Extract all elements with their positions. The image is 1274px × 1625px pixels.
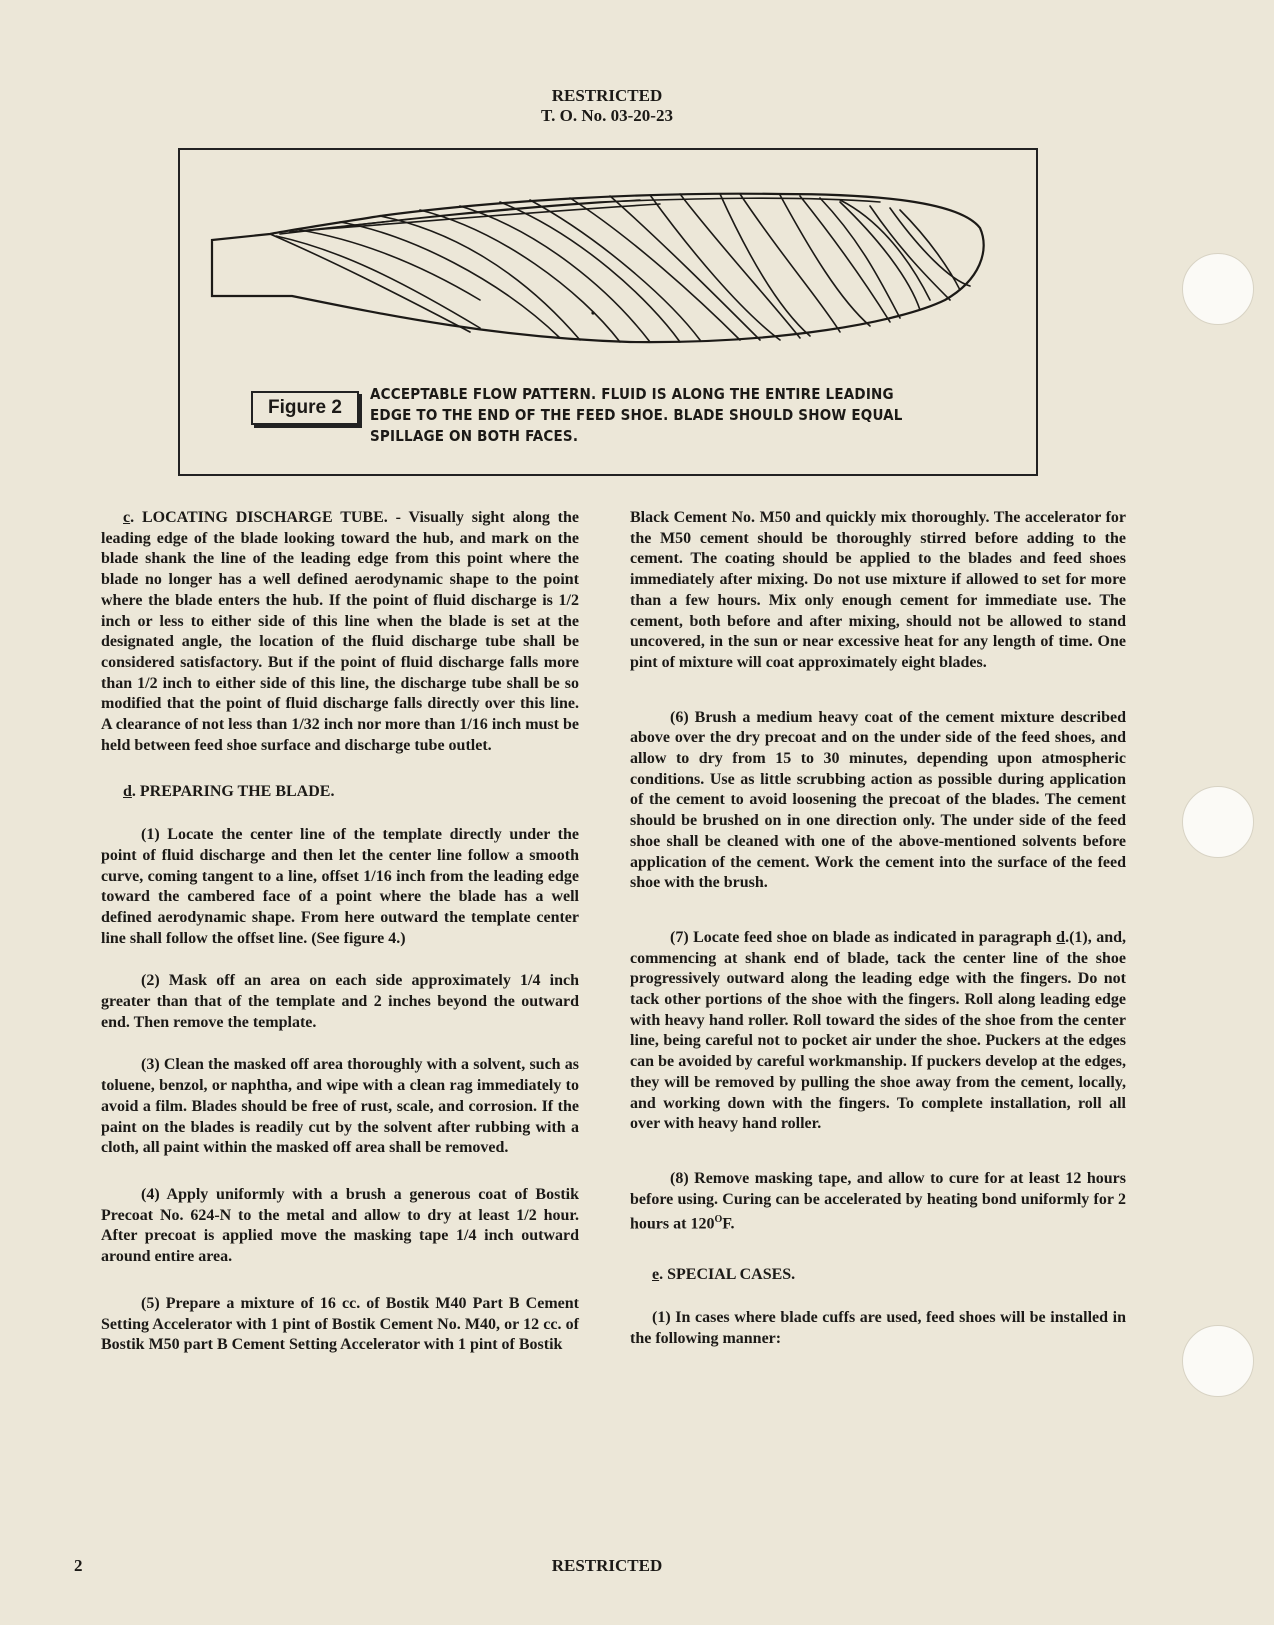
- section-d-heading: [101, 782, 579, 803]
- header-to-number: T. O. No. 03-20-23: [541, 106, 673, 125]
- text-run: (8) Remove masking tape, and allow to cure for at least 12 hours before using. Curing can be accelerated by heating bond uniformly for 2 hours at 120: [630, 1169, 1126, 1233]
- caption-line: ACCEPTABLE FLOW PATTERN. FLUID IS ALONG THE ENTIRE LEADING: [370, 385, 894, 403]
- paragraph-d3: (3) Clean the masked off area thoroughly with a solvent, such as toluene, benzol, or naphtha, and wipe with a clean rag immediately to avoid a film. Blades should be free of rust, scale, and corrosion. If the paint on the blades is readily cut by the solvent after rubbing with a cloth, all paint within the masked off area shall be removed.: [101, 1056, 579, 1157]
- punch-hole: [1182, 253, 1254, 325]
- section-heading: . SPECIAL CASES.: [659, 1266, 796, 1284]
- footer-classification: RESTRICTED: [551, 1556, 663, 1575]
- section-letter: e: [652, 1266, 660, 1284]
- figure-caption: [370, 384, 1010, 447]
- paragraph-d7: [630, 928, 1126, 1135]
- paragraph-d8: [630, 1169, 1126, 1235]
- punch-hole: [1182, 786, 1254, 858]
- caption-line: SPILLAGE ON BOTH FACES.: [370, 427, 579, 445]
- paragraph-d2: (2) Mask off an area on each side approximately 1/4 inch greater than that of the template and 2 inches beyond the outward end. Then remove the template.: [101, 972, 579, 1031]
- left-column: [101, 508, 579, 1356]
- paragraph-d6: (6) Brush a medium heavy coat of the cement mixture described above over the dry precoat and on the under side of the feed shoes, and allow to dry from 15 to 30 minutes, depending upon atmospheric conditions. Use as little scrubbing action as possible during application of the cement to avoid loosening the precoat of the blades. The cement should be brushed on in one direction only. The under side of the feed shoe shall be cleaned with one of the above-mentioned solvents before application of the cement. Work the cement into the surface of the feed shoe with the brush.: [630, 708, 1126, 892]
- section-letter: d: [123, 783, 132, 801]
- section-c: [101, 508, 579, 756]
- text-run: F.: [722, 1215, 735, 1233]
- paragraph-d1: (1) Locate the center line of the template directly under the point of fluid discharge and then let the center line follow a smooth curve, coming tangent to a line, offset 1/16 inch from the leading edge toward the cambered face of a point where the blade has a well defined aerodynamic shape. From here outward the template center line shall follow the offset line. (See figure 4.): [101, 826, 579, 947]
- paragraph-d5-continued: Black Cement No. M50 and quickly mix thoroughly. The accelerator for the M50 cement should be thoroughly stirred before adding to the cement. The coating should be applied to the blades and feed shoes immediately after mixing. Do not use mixture if allowed to set for more than a few hours. Mix only enough cement for immediate use. The cement, both before and after mixing, should not be allowed to stand uncovered, in the sun or near excessive heat for any length of time. One pint of mixture will coat approximately eight blades.: [630, 509, 1126, 671]
- section-e-heading: [630, 1265, 1126, 1286]
- right-column: [630, 508, 1126, 1350]
- page-number: 2: [74, 1556, 83, 1575]
- punch-hole: [1182, 1325, 1254, 1397]
- text-run: (7) Locate feed shoe on blade as indicated in paragraph: [670, 928, 1057, 946]
- header-classification: RESTRICTED: [551, 86, 663, 105]
- section-letter: c: [123, 509, 131, 526]
- degree-superscript: O: [714, 1214, 723, 1226]
- caption-line: EDGE TO THE END OF THE FEED SHOE. BLADE SHOULD SHOW EQUAL: [370, 406, 903, 424]
- figure-2: [178, 148, 1038, 476]
- section-body: - Visually sight along the leading edge of the blade looking toward the hub, and mark on the blade shank the line of the leading edge from this point where the blade no longer has a well defined aerodynamic shape to the point where the blade enters the hub. If the point of fluid discharge is 1/2 inch or less to either side of this line when the blade is set at the designated angle, the location of the fluid discharge tube shall be considered satisfactory. But if the point of fluid discharge falls more than 1/2 inch to either side of this line, the discharge tube shall be so modified that the point of fluid discharge falls directly over this line. A clearance of not less than 1/32 inch nor more than 1/16 inch must be held between feed shoe surface and discharge tube outlet.: [101, 509, 580, 754]
- blade-mark: [591, 311, 594, 314]
- section-heading: . LOCATING DISCHARGE TUBE.: [130, 509, 388, 526]
- figure-label: Figure 2: [251, 391, 359, 425]
- paragraph-d5: (5) Prepare a mixture of 16 cc. of Bostik M40 Part B Cement Setting Accelerator with 1 pint of Bostik Cement No. M40, or 12 cc. of Bostik M50 part B Cement Setting Accelerator with 1 pint of Bostik: [101, 1294, 579, 1354]
- section-heading: . PREPARING THE BLADE.: [131, 783, 335, 801]
- paragraph-d4: (4) Apply uniformly with a brush a generous coat of Bostik Precoat No. 624-N to the metal and allow to dry at least 1/2 hour. After precoat is applied move the masking tape 1/4 inch outward around entire area.: [101, 1185, 579, 1266]
- paragraph-e1: (1) In cases where blade cuffs are used, feed shoes will be installed in the following manner:: [630, 1309, 1126, 1347]
- paragraph-reference: d: [1056, 928, 1066, 946]
- text-run: .(1), and, commencing at shank end of blade, tack the center line of the shoe progressively outward along the leading edge with the fingers. Do not tack other portions of the shoe with the fingers. Roll along leading edge with heavy hand roller. Roll toward the sides of the shoe from the center line, being careful not to pocket air under the shoe. Puckers at the edges can be avoided by careful workmanship. If puckers develop at the edges, they will be removed by pulling the shoe away from the cement, locally, and working down with the fingers. To complete installation, roll all over with heavy hand roller.: [630, 928, 1127, 1133]
